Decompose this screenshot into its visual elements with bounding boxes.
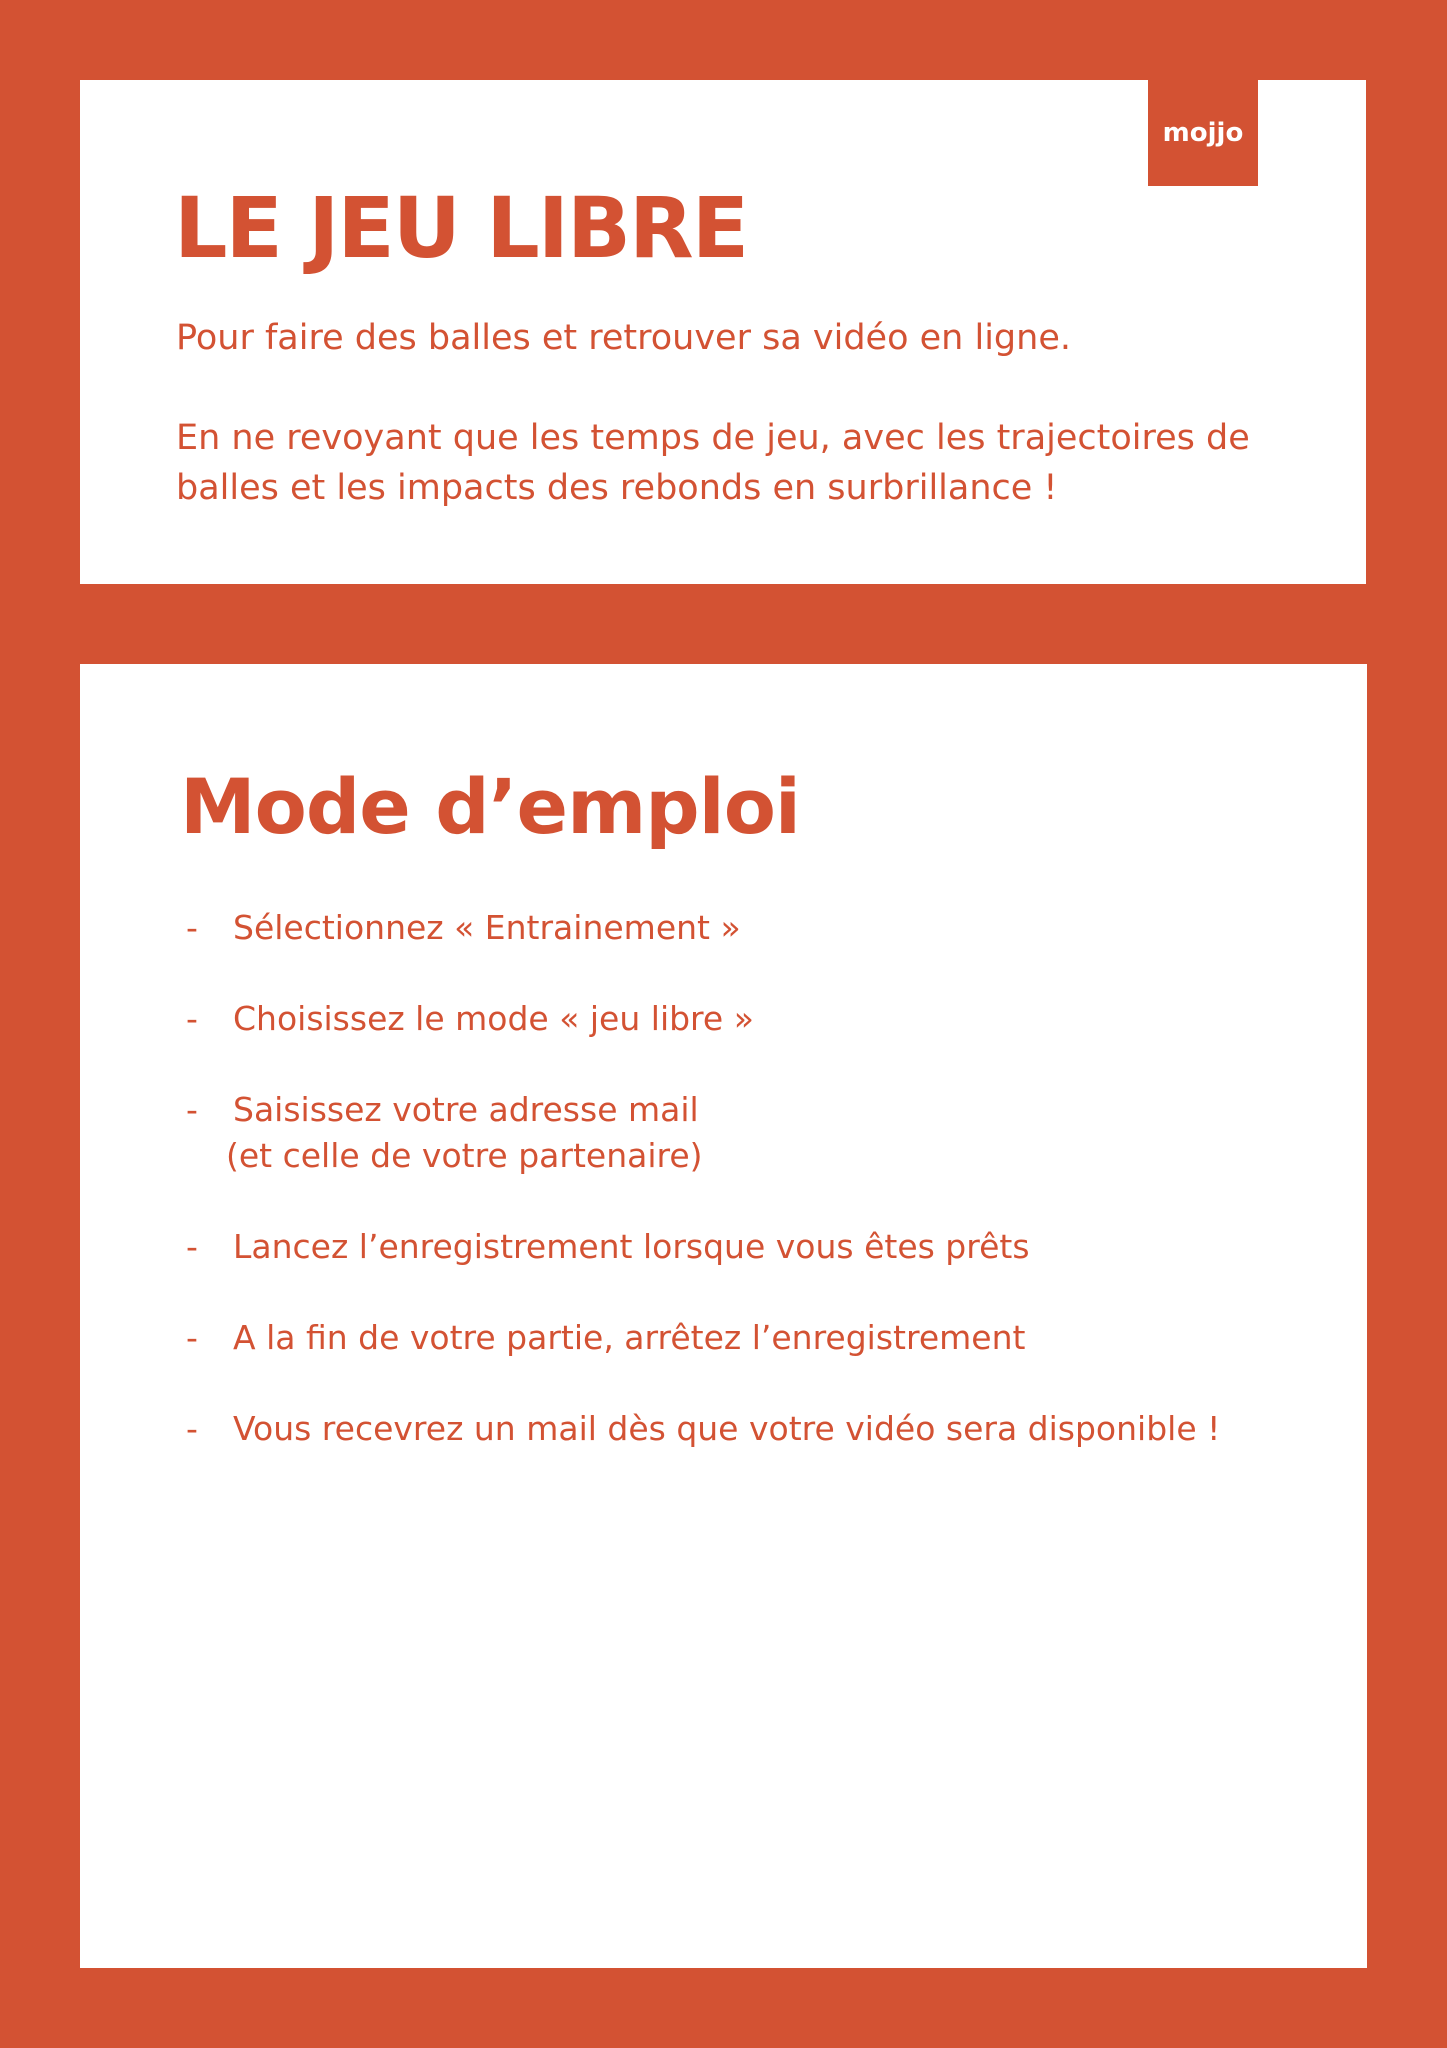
step-text: Choisissez le mode « jeu libre » — [233, 999, 754, 1038]
list-item — [186, 1315, 1316, 1361]
step-text: Saisissez votre adresse mail — [233, 1090, 699, 1129]
bullet-dash: - — [186, 1090, 198, 1129]
step-text: A la fin de votre partie, arrêtez l’enregistrement — [233, 1318, 1026, 1357]
step-text: Sélectionnez « Entrainement » — [233, 908, 741, 947]
bullet-dash: - — [186, 908, 198, 947]
bullet-dash: - — [186, 1409, 198, 1448]
bullet-dash: - — [186, 999, 198, 1038]
list-item — [186, 996, 1316, 1042]
instructions-title: Mode d’emploi — [180, 762, 800, 851]
bullet-dash: - — [186, 1227, 198, 1266]
subtitle-text: Pour faire des balles et retrouver sa vidéo en ligne. — [176, 318, 1071, 358]
page-title: LE JEU LIBRE — [174, 179, 748, 277]
list-item — [186, 1224, 1316, 1270]
instructions-list — [186, 905, 1316, 1497]
list-item — [186, 905, 1316, 951]
mojjo-logo: mojjo — [1148, 80, 1258, 186]
bullet-dash: - — [186, 1318, 198, 1357]
step-text: Vous recevrez un mail dès que votre vidéo sera disponible ! — [233, 1409, 1221, 1448]
description-text: En ne revoyant que les temps de jeu, avec les trajectoires de balles et les impacts des rebonds en surbrillance ! — [176, 418, 1250, 508]
step-text: Lancez l’enregistrement lorsque vous êtes prêts — [233, 1227, 1030, 1266]
list-item — [186, 1406, 1316, 1452]
step-subtext: (et celle de votre partenaire) — [226, 1136, 703, 1175]
list-item — [186, 1087, 1316, 1179]
